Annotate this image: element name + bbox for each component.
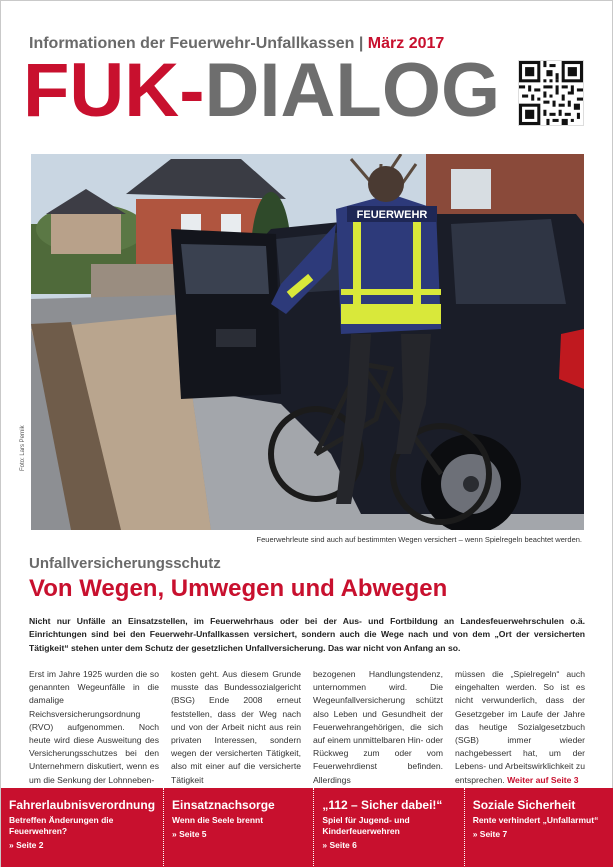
teaser-page-link[interactable]: » Seite 5 [172, 829, 207, 839]
article-column-4-text: müssen die „Spielregeln“ auch eingehalten werden. So ist es nicht verwunderlich, dass der Gesetzgeber im Laufe der Jahre das heutige Sozialgesetzbuch (SGB) immer wieder nachgebessert hat, um der Lebens- und Arbeitswirklichkeit zu entsprechen. [455, 669, 585, 785]
teaser-subtitle: Rente verhindert „Unfallarmut“ [472, 815, 599, 825]
teaser-fahrerlaubnis[interactable] [1, 788, 164, 867]
vest-lettering: FEUERWEHR [356, 209, 428, 221]
teaser-title: Einsatznachsorge [172, 798, 275, 812]
teaser-subtitle: Spiel für Jugend- und Kinderfeuerwehren [322, 815, 410, 836]
cover-photo [31, 154, 584, 530]
article-column-1: Erst im Jahre 1925 wurden die so genannten Wegeunfälle in die damalige Reichsversicherungsordnung (RVO) aufgenommen. Noch heute wird diese Ausweitung des Versicherungsschutzes bei den Unternehmern diskutiert, wenn es um die Senkung der Lohnneben- [29, 669, 159, 785]
article-column-2: kosten geht. Aus diesem Grunde musste das Bundessozialgericht (BSG) Ende 2008 erneut feststellen, dass der Weg nach und von der Arbeit nicht aus rein privaten Interessen, sondern wegen der versicherten Tätigkeit, also mit einer auf die versicherte Tätigkeit [171, 669, 301, 785]
teaser-footer [1, 788, 613, 867]
teaser-einsatznachsorge[interactable] [164, 788, 314, 867]
article-lead: Nicht nur Unfälle an Einsatzstellen, im Feuerwehrhaus oder bei der Aus- und Fortbildung an Landesfeuerwehrschulen o.ä. Einrichtungen sind bei den Feuerwehr-Unfallkassen versichert, sondern auch die Wege nach und von dem „Ort der versicherten Tätigkeit“ stehen unter dem Schutz der gesetzlichen Unfallversicherung. Das war nicht von Anfang an so. [29, 616, 585, 653]
teaser-title: Fahrerlaubnisverordnung [9, 798, 156, 812]
photo-credit: Foto: Lars Pernik [20, 425, 26, 471]
masthead-title [23, 48, 501, 133]
masthead-dialog: DIALOG [204, 48, 501, 133]
subtitle-separator: | [358, 35, 364, 52]
teaser-page-link[interactable]: » Seite 6 [322, 840, 357, 850]
article-headline: Von Wegen, Umwegen und Abwegen [29, 575, 448, 602]
teaser-subtitle: Wenn die Seele brennt [172, 815, 264, 825]
article-column-4 [455, 668, 585, 787]
teaser-subtitle: Betreffen Änderungen die Feuerwehren? [9, 815, 114, 836]
masthead-fuk: FUK- [23, 48, 205, 133]
issue-date: März 2017 [367, 35, 445, 52]
teaser-page-link[interactable]: » Seite 2 [9, 840, 44, 850]
article-kicker: Unfallversicherungsschutz [29, 555, 221, 572]
publisher-line: Informationen der Feuerwehr-Unfallkassen [29, 35, 355, 52]
teaser-title: Soziale Sicherheit [472, 798, 576, 812]
photo-caption: Feuerwehrleute sind auch auf bestimmten Wegen versichert – wenn Spielregeln beachtet werden. [256, 535, 582, 544]
continue-link[interactable]: Weiter auf Seite 3 [507, 774, 579, 785]
article-column-3: bezogenen Handlungstendenz, unternommen wird. Die Wegeunfallversicherung schützt also Leben und Gesundheit der Feuerwehrangehörigen, die sich auf einem unmittelbaren Hin- oder Rückweg zum oder vom Feuerwehrdienst befinden. Allerdings [313, 669, 443, 785]
teaser-soziale-sicherheit[interactable] [465, 788, 613, 867]
teaser-title: „112 – Sicher dabei!“ [322, 798, 443, 812]
teaser-page-link[interactable]: » Seite 7 [472, 829, 508, 839]
article-body [29, 668, 585, 787]
teaser-112[interactable] [314, 788, 464, 867]
qr-code-icon[interactable] [518, 60, 584, 126]
